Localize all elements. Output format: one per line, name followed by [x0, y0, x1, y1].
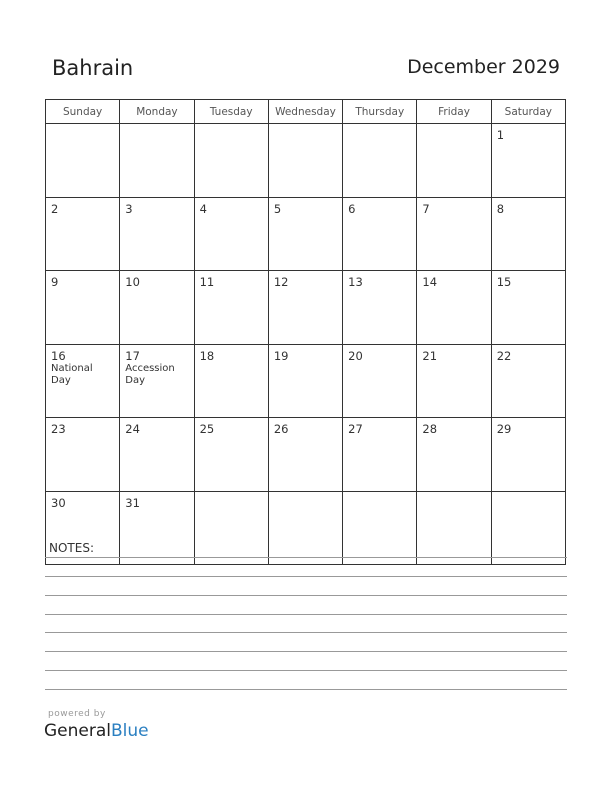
day-number: 27	[348, 422, 363, 436]
day-cell	[417, 418, 491, 492]
day-number: 11	[199, 275, 215, 289]
day-cell	[343, 197, 417, 271]
day-number: 1	[496, 128, 505, 142]
day-cell	[268, 491, 342, 565]
day-number: 28	[422, 422, 438, 436]
day-number: 18	[199, 348, 215, 363]
weekday-friday: Friday	[417, 100, 491, 124]
brand-blue: Blue	[111, 721, 149, 741]
holiday-label: Accession Day	[125, 362, 175, 386]
week-row	[46, 418, 566, 492]
day-cell	[268, 344, 342, 418]
note-line	[45, 689, 567, 690]
day-cell	[194, 418, 268, 492]
day-cell	[268, 124, 342, 198]
day-cell	[491, 418, 565, 492]
day-cell	[491, 491, 565, 565]
day-cell	[120, 124, 194, 198]
day-number: 5	[273, 201, 282, 216]
day-cell	[343, 271, 417, 345]
month-title: December 2029	[407, 56, 560, 78]
day-number: 19	[273, 348, 289, 363]
note-line	[45, 670, 567, 671]
week-row	[46, 124, 566, 198]
day-number: 13	[348, 275, 363, 289]
day-number: 17	[125, 348, 140, 363]
day-cell	[194, 197, 268, 271]
day-cell	[120, 344, 194, 418]
day-number: 4	[199, 201, 207, 216]
day-cell	[194, 271, 268, 345]
day-cell	[343, 344, 417, 418]
day-cell	[46, 344, 120, 418]
notes-label: NOTES:	[49, 541, 94, 555]
note-line	[45, 557, 567, 558]
day-cell	[343, 124, 417, 198]
day-cell	[417, 344, 491, 418]
day-number: 31	[125, 495, 140, 510]
day-cell	[194, 344, 268, 418]
day-number: 29	[496, 422, 512, 436]
day-number: 23	[51, 422, 66, 436]
day-cell	[120, 197, 194, 271]
calendar-grid	[45, 99, 566, 565]
day-number: 12	[273, 275, 289, 289]
weekday-header-row	[46, 100, 566, 124]
day-cell	[46, 418, 120, 492]
day-cell	[268, 271, 342, 345]
day-cell	[417, 271, 491, 345]
week-row	[46, 491, 566, 565]
day-cell	[417, 197, 491, 271]
holiday-label: National Day	[51, 362, 93, 386]
day-cell	[491, 344, 565, 418]
day-cell	[268, 197, 342, 271]
day-number: 8	[496, 201, 505, 216]
country-title: Bahrain	[52, 56, 134, 80]
day-cell	[491, 124, 565, 198]
day-cell	[46, 197, 120, 271]
day-number: 15	[496, 275, 512, 289]
weekday-monday: Monday	[120, 100, 194, 124]
weekday-sunday: Sunday	[46, 100, 120, 124]
day-number: 10	[125, 275, 140, 289]
weekday-thursday: Thursday	[343, 100, 417, 124]
day-cell	[417, 124, 491, 198]
brand-general: General	[44, 721, 111, 741]
day-number: 20	[348, 348, 363, 363]
day-cell	[491, 197, 565, 271]
note-line	[45, 595, 567, 596]
day-number: 7	[422, 201, 430, 216]
day-cell	[491, 271, 565, 345]
day-number: 6	[348, 201, 356, 216]
powered-by-text: powered by	[48, 709, 106, 719]
day-cell	[120, 271, 194, 345]
day-number: 30	[51, 495, 66, 510]
day-cell	[343, 418, 417, 492]
week-row	[46, 344, 566, 418]
day-number: 14	[422, 275, 438, 289]
day-cell	[343, 491, 417, 565]
day-cell	[120, 418, 194, 492]
day-number: 21	[422, 348, 438, 363]
day-cell	[194, 491, 268, 565]
day-cell	[120, 491, 194, 565]
day-number: 16	[51, 348, 66, 363]
weekday-saturday: Saturday	[491, 100, 565, 124]
weekday-wednesday: Wednesday	[268, 100, 342, 124]
day-number: 3	[125, 201, 133, 216]
note-line	[45, 632, 567, 633]
day-number: 22	[496, 348, 512, 363]
day-number: 26	[273, 422, 289, 436]
weekday-tuesday: Tuesday	[194, 100, 268, 124]
week-row	[46, 271, 566, 345]
note-line	[45, 576, 567, 577]
day-cell	[46, 124, 120, 198]
generalblue-logo	[44, 721, 149, 741]
day-cell	[268, 418, 342, 492]
week-row	[46, 197, 566, 271]
day-number: 25	[199, 422, 215, 436]
note-line	[45, 651, 567, 652]
day-number: 2	[51, 201, 59, 216]
day-cell	[194, 124, 268, 198]
day-cell	[46, 271, 120, 345]
day-number: 24	[125, 422, 140, 436]
day-number: 9	[51, 275, 59, 289]
note-line	[45, 614, 567, 615]
day-cell	[417, 491, 491, 565]
